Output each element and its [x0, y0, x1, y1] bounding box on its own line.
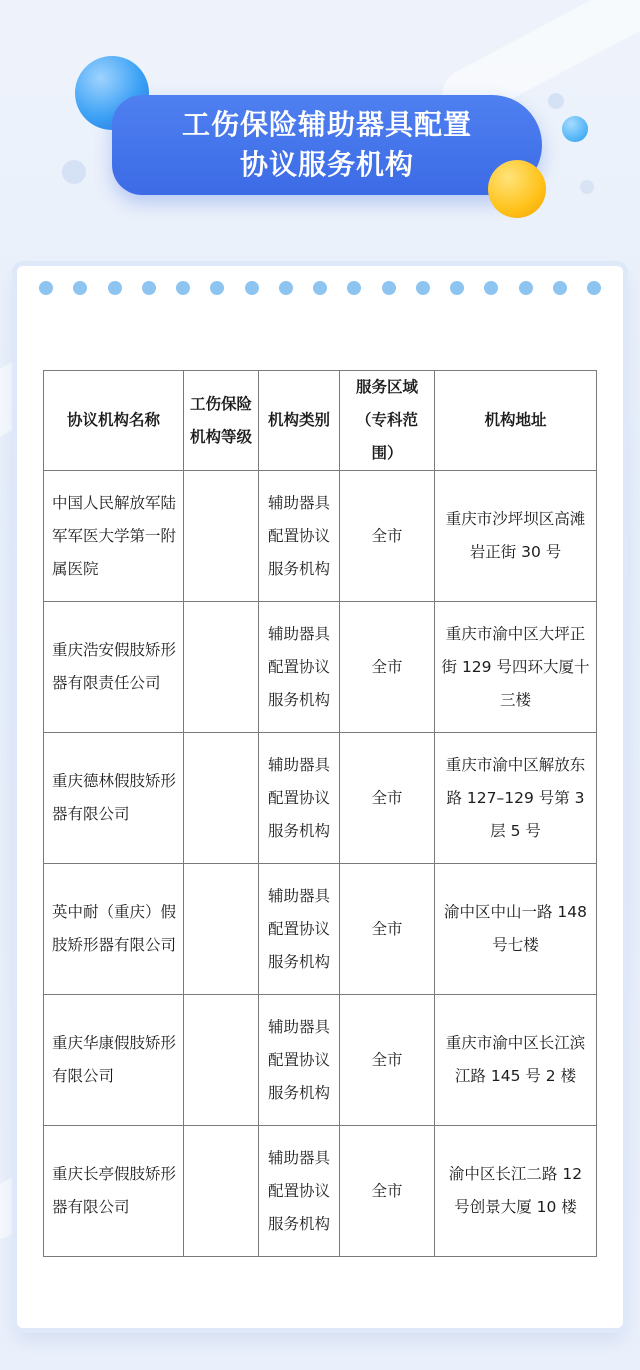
institutions-table [43, 370, 597, 1257]
binder-dot [450, 281, 464, 295]
cell-name: 重庆浩安假肢矫形器有限责任公司 [44, 602, 184, 733]
binder-dot [382, 281, 396, 295]
binder-dot [245, 281, 259, 295]
cell-level [184, 1126, 259, 1257]
cell-address: 重庆市渝中区长江滨江路 145 号 2 楼 [435, 995, 597, 1126]
cell-name: 重庆华康假肢矫形有限公司 [44, 995, 184, 1126]
binder-dot [210, 281, 224, 295]
cell-address: 渝中区长江二路 12 号创景大厦 10 楼 [435, 1126, 597, 1257]
cell-name: 英中耐（重庆）假肢矫形器有限公司 [44, 864, 184, 995]
column-header-category: 机构类别 [259, 371, 340, 471]
cell-name: 重庆长亭假肢矫形器有限公司 [44, 1126, 184, 1257]
binder-dot [347, 281, 361, 295]
decorative-small-blue-ball [562, 116, 588, 142]
binder-dot [553, 281, 567, 295]
column-header-name: 协议机构名称 [44, 371, 184, 471]
binder-dot [279, 281, 293, 295]
table-row [44, 1126, 597, 1257]
title-banner [112, 95, 542, 195]
page-title-line1: 工伤保险辅助器具配置 [181, 108, 472, 141]
cell-category: 辅助器具配置协议服务机构 [259, 471, 340, 602]
binder-dot [519, 281, 533, 295]
cell-level [184, 602, 259, 733]
cell-area: 全市 [340, 602, 435, 733]
decorative-dot [548, 93, 564, 109]
table-header-row [44, 371, 597, 471]
cell-level [184, 733, 259, 864]
table-row [44, 602, 597, 733]
decorative-dot [62, 160, 86, 184]
cell-name: 中国人民解放军陆军军医大学第一附属医院 [44, 471, 184, 602]
cell-category: 辅助器具配置协议服务机构 [259, 733, 340, 864]
decorative-dot [580, 180, 594, 194]
cell-area: 全市 [340, 471, 435, 602]
cell-area: 全市 [340, 995, 435, 1126]
cell-category: 辅助器具配置协议服务机构 [259, 1126, 340, 1257]
binder-dot [142, 281, 156, 295]
cell-address: 重庆市沙坪坝区高滩岩正街 30 号 [435, 471, 597, 602]
page-title-line2: 协议服务机构 [239, 148, 414, 181]
binder-dots [39, 281, 601, 295]
cell-category: 辅助器具配置协议服务机构 [259, 602, 340, 733]
binder-dot [73, 281, 87, 295]
decorative-yellow-ball [488, 160, 546, 218]
cell-area: 全市 [340, 733, 435, 864]
cell-address: 重庆市渝中区解放东路 127–129 号第 3 层 5 号 [435, 733, 597, 864]
cell-address: 重庆市渝中区大坪正街 129 号四环大厦十三楼 [435, 602, 597, 733]
binder-dot [39, 281, 53, 295]
table-row [44, 733, 597, 864]
content-card [17, 266, 623, 1328]
binder-dot [484, 281, 498, 295]
cell-area: 全市 [340, 864, 435, 995]
cell-address: 渝中区中山一路 148 号七楼 [435, 864, 597, 995]
cell-name: 重庆德林假肢矫形器有限公司 [44, 733, 184, 864]
cell-category: 辅助器具配置协议服务机构 [259, 864, 340, 995]
cell-area: 全市 [340, 1126, 435, 1257]
binder-dot [313, 281, 327, 295]
binder-dot [176, 281, 190, 295]
cell-category: 辅助器具配置协议服务机构 [259, 995, 340, 1126]
cell-level [184, 995, 259, 1126]
table-row [44, 995, 597, 1126]
column-header-level: 工伤保险机构等级 [184, 371, 259, 471]
binder-dot [108, 281, 122, 295]
column-header-area: 服务区域（专科范围） [340, 371, 435, 471]
binder-dot [416, 281, 430, 295]
column-header-address: 机构地址 [435, 371, 597, 471]
table-row [44, 471, 597, 602]
cell-level [184, 864, 259, 995]
table-row [44, 864, 597, 995]
binder-dot [587, 281, 601, 295]
cell-level [184, 471, 259, 602]
